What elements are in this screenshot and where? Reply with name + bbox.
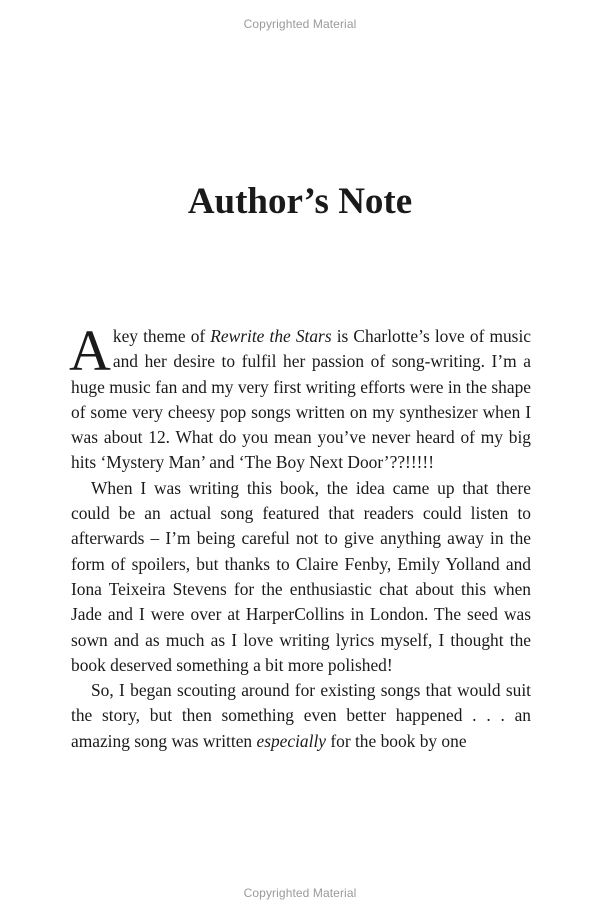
paragraph-3-text-a: So, I began scouting around for existing songs that would suit the story, but then something even better happened . . . an amazing song was written — [71, 680, 531, 751]
paragraph-3 — [71, 678, 531, 754]
paragraph-2: When I was writing this book, the idea came up that there could be an actual song featured that readers could listen to afterwards – I’m being careful not to give anything away in the form of spoilers, but thanks to Claire Fenby, Emily Yolland and Iona Teixeira Stevens for the enthusiastic chat about this when Jade and I were over at HarperCollins in London. The seed was sown and as much as I love writing lyrics myself, I thought the book deserved something a bit more polished! — [71, 477, 531, 675]
book-title-italic: Rewrite the Stars — [210, 326, 332, 346]
paragraph-1-text-a: key theme of — [112, 326, 211, 346]
paragraph-1 — [69, 318, 532, 476]
paragraph-3-text-b: for the book by one — [326, 730, 467, 751]
page-title: Author’s Note — [187, 181, 413, 222]
emphasis-italic: especially — [256, 730, 326, 751]
body-text — [69, 318, 532, 754]
drop-cap: A — [69, 318, 111, 383]
copyright-watermark-top: Copyrighted Material — [243, 17, 357, 31]
paragraph-1-text-b: is Charlotte’s love of music and her desire to fulfil her passion of song-writing. I’m a huge music fan and my very first writing efforts were in the shape of some very cheesy pop songs written on my synthesizer when I was about 12. What do you mean you’ve never heard of my big hits ‘Mystery Man’ and ‘The Boy Next Door’??!!!!! — [71, 326, 532, 473]
copyright-watermark-bottom: Copyrighted Material — [243, 886, 357, 900]
